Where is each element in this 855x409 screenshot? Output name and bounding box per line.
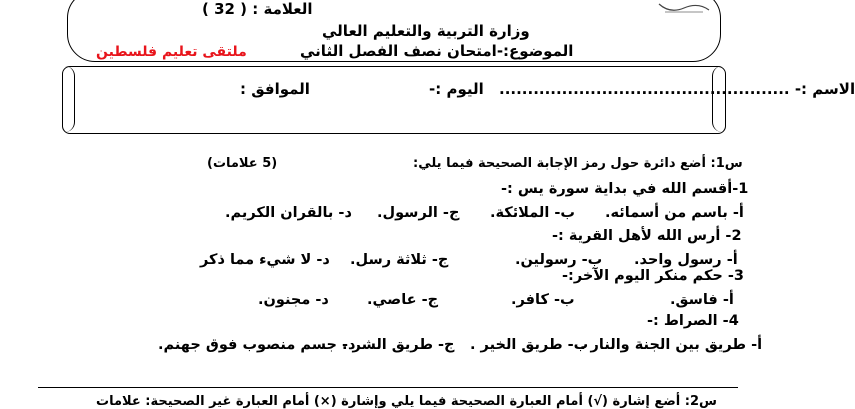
student-info-frame bbox=[62, 66, 726, 134]
question1-title: س1: أضع دائرة حول رمز الإجابة الصحيحة فيما يلي: bbox=[413, 156, 743, 171]
section-divider bbox=[38, 387, 738, 388]
question2-title: س2: أضع إشارة (√) أمام العبارة الصحيحة فيما يلي وإشارة (×) أمام العبارة غير الصحيحة: علامات bbox=[96, 394, 717, 409]
answer-option: ب- رسولين. bbox=[515, 252, 603, 268]
answer-option: ب- الملائكة. bbox=[490, 205, 575, 221]
answer-option: د- بالقران الكريم. bbox=[225, 205, 352, 221]
answer-option: ب- كافر. bbox=[511, 292, 575, 308]
answer-option: د- جسم منصوب فوق جهنم. bbox=[158, 337, 356, 353]
answer-option: د- لا شيء مما ذكر bbox=[200, 252, 330, 268]
day-field: اليوم :- bbox=[429, 80, 484, 98]
question-stem: 3- حكم منكر اليوم الآخر:- bbox=[562, 268, 745, 284]
answer-option: ج- الرسول. bbox=[377, 205, 460, 221]
answer-option: ب- طريق الخير . bbox=[470, 337, 589, 353]
answer-option: ج- ثلاثة رسل. bbox=[350, 252, 449, 268]
question-stem: 1-أقسم الله في بداية سورة يس :- bbox=[501, 181, 749, 197]
ministry-title: وزارة التربية والتعليم العالي bbox=[322, 22, 530, 40]
name-field: الاسم :- ................................................... bbox=[499, 80, 855, 98]
answer-option: أ- رسول واحد. bbox=[634, 252, 738, 268]
answer-option: أ- باسم من أسمائه. bbox=[605, 205, 744, 221]
answer-option: د- مجنون. bbox=[258, 292, 329, 308]
date-field: الموافق : bbox=[240, 80, 310, 98]
question-stem: 2- أرس الله لأهل القرية :- bbox=[552, 228, 742, 244]
frame-curl-left bbox=[62, 66, 75, 132]
frame-curl-right bbox=[712, 66, 725, 132]
answer-option: أ- طريق بين الجنة والنار . bbox=[580, 337, 763, 353]
question1-marks: (5 علامات) bbox=[207, 156, 278, 171]
grade-label: العلامة : ( 32 ) bbox=[202, 0, 313, 18]
exam-subject: الموضوع:-امتحان نصف الفصل الثاني bbox=[300, 42, 574, 60]
answer-option: ج- عاصي. bbox=[367, 292, 439, 308]
answer-option: أ- فاسق. bbox=[670, 292, 734, 308]
question-stem: 4- الصراط :- bbox=[647, 313, 739, 329]
answer-option: ج- طريق الشر . bbox=[342, 337, 455, 353]
forum-name: ملتقى تعليم فلسطين bbox=[96, 44, 247, 60]
seal-icon bbox=[655, 0, 713, 16]
